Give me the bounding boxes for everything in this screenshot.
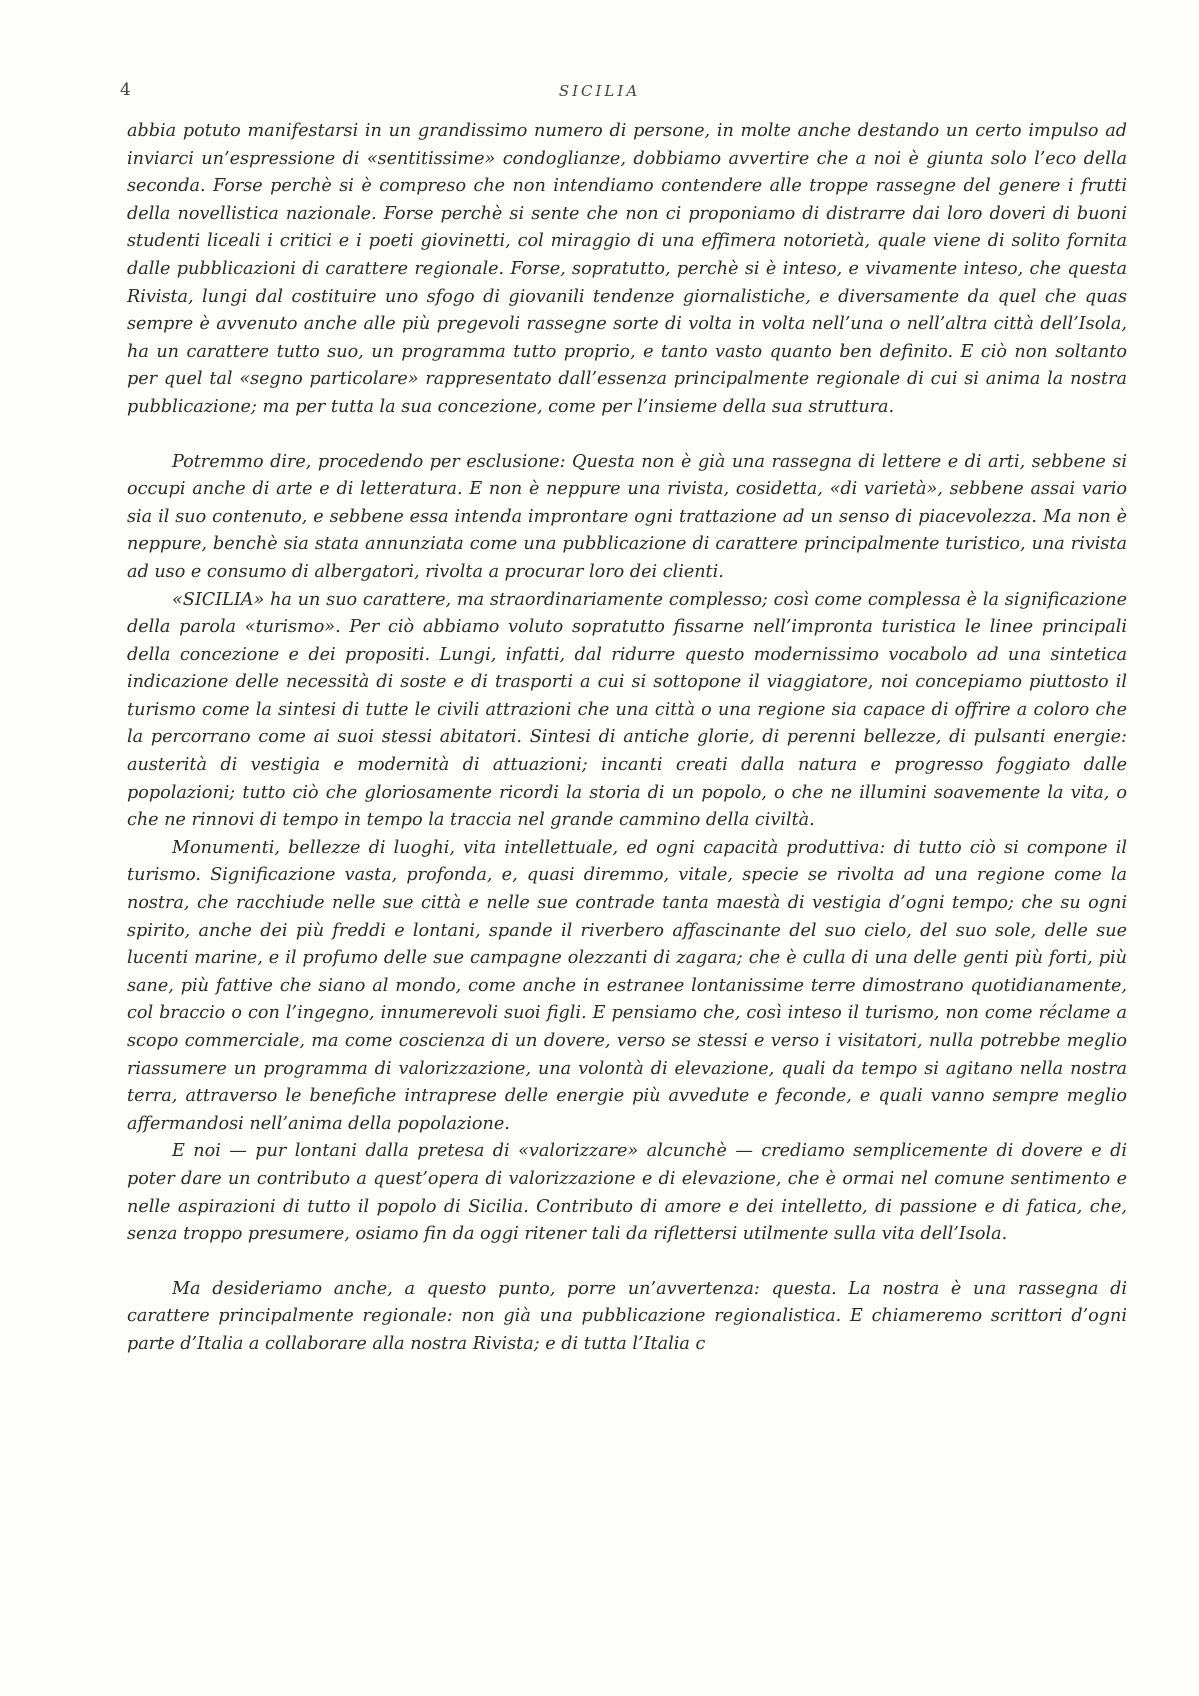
paragraph-3: «SICILIA» ha un suo carattere, ma straordinariamente complesso; così come complessa è la significazione della parola «turismo». Per ciò abbiamo voluto sopratutto fissarne nell’impronta turistica le linee principali della concezione e dei propositi. Lungi, infatti, dal ridurre questo modernissimo vocabolo ad una sintetica indicazione delle necessità di soste e di trasporti a cui si sottopone il viaggiatore, noi concepiamo piuttosto il turismo come la sintesi di tutte le civili attrazioni che una città o una regione sia capace di offrire a coloro che la percorrano come ai suoi stessi abitatori. Sintesi di antiche glorie, di perenni bellezze, di pulsanti energie: austerità di vestigia e modernità di attuazioni; incanti creati dalla natura e progresso foggiato dalle popolazioni; tutto ciò che gloriosamente ricordi la storia di un popolo, o che ne illumini soavemente la vita, o che ne rinnovi di tempo in tempo la traccia nel grande cammino della civiltà.: [127, 589, 1127, 831]
page-number: 4: [120, 80, 131, 100]
paragraph-1: abbia potuto manifestarsi in un grandissimo numero di persone, in molte anche destando un certo impulso ad inviarci un’espressione di «sentitissime» condoglianze, dobbiamo avvertire che a noi è giunta solo l’eco della seconda. Forse perchè si è compreso che non intendiamo contendere alle troppe rassegne del genere i frutti della novellistica nazionale. Forse perchè si sente che non ci proponiamo di distrarre dai loro doveri di buoni studenti liceali i critici e i poeti giovinetti, col miraggio di una effimera notorietà, quale viene di solito fornita dalle pubblicazioni di carattere regionale. Forse, sopratutto, perchè si è inteso, e vivamente inteso, che questa Rivista, lungi dal costituire uno sfogo di giovanili tendenze giornalistiche, e diversamente da quel che quas sempre è avvenuto anche alle più pregevoli rassegne sorte di volta in volta nell’una o nell’altra città dell’Isola, ha un carattere tutto suo, un programma tutto proprio, e tanto vasto quanto ben definito. E ciò non soltanto per quel tal «segno particolare» rappresentato dall’essenza principalmente regionale di cui si anima la nostra pubblicazione; ma per tutta la sua concezione, come per l’insieme della sua struttura.: [127, 121, 1127, 417]
paragraph-6: Ma desideriamo anche, a questo punto, porre un’avvertenza: questa. La nostra è una rassegna di carattere principalmente regionale: non già una pubblicazione regionalistica. E chiameremo scrittori d’ogni parte d’Italia a collaborare alla nostra Rivista; e di tutta l’Italia c: [127, 1278, 1127, 1354]
paragraph-5: E noi — pur lontani dalla pretesa di «valorizzare» alcunchè — crediamo semplicemente di dovere e di poter dare un contributo a quest’opera di valorizzazione e di elevazione, che è ormai nel comune sentimento e nelle aspirazioni di tutto il popolo di Sicilia. Contributo di amore e dei intelletto, di passione e di fatica, che, senza troppo presumere, osiamo fin da oggi ritener tali da riflettersi utilmente sulla vita dell’Isola.: [127, 1141, 1127, 1245]
article-body: [127, 118, 1127, 1359]
running-title: SICILIA: [558, 82, 641, 100]
paragraph-2: Potremmo dire, procedendo per esclusione: Questa non è già una rassegna di lettere e di arti, sebbene si occupi anche di arte e di letteratura. E non è neppure una rivista, cosidetta, «di varietà», sebbene assai vario sia il suo contenuto, e sebbene essa intenda improntare ogni trattazione ad un senso di piacevolezza. Ma non è neppure, benchè sia stata annunziata come una pubblicazione di carattere principalmente turistico, una rivista ad uso e consumo di albergatori, rivolta a procurar loro dei clienti.: [127, 451, 1127, 582]
paragraph-4: Monumenti, bellezze di luoghi, vita intellettuale, ed ogni capacità produttiva: di tutto ciò si compone il turismo. Significazione vasta, profonda, e, quasi diremmo, vitale, specie se rivolta ad una regione come la nostra, che racchiude nelle sue città e nelle sue contrade tanta maestà di vestigia d’ogni tempo; che su ogni spirito, anche dei più freddi e lontani, spande il riverbero affascinante del suo cielo, del suo sole, delle sue lucenti marine, e il profumo delle sue campagne olezzanti di zagara; che è culla di una delle genti più forti, più sane, più fattive che siano al mondo, come anche in estranee lontanissime terre dimostrano quotidianamente, col braccio o con l’ingegno, innumerevoli suoi figli. E pensiamo che, così inteso il turismo, non come réclame a scopo commerciale, ma come coscienza di un dovere, verso se stessi e verso i visitatori, nulla potrebbe meglio riassumere un programma di valorizzazione, una volontà di elevazione, quali da tempo si agitano nella nostra terra, attraverso le benefiche intraprese delle energie più avvedute e feconde, e quali vanno sempre meglio affermandosi nell’anima della popolazione.: [127, 837, 1127, 1134]
